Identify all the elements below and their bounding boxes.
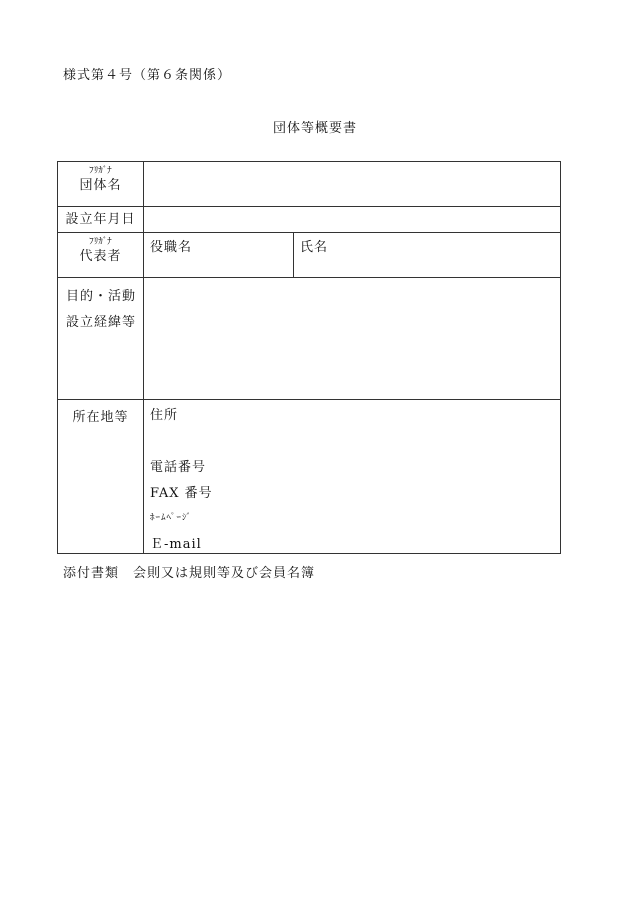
purpose-row xyxy=(58,278,561,400)
email-label: Ｅ-mail xyxy=(150,537,202,552)
attachment-note xyxy=(63,562,315,581)
representative-position-field[interactable] xyxy=(144,233,294,278)
location-row xyxy=(58,400,561,554)
founded-date-field[interactable] xyxy=(144,207,561,233)
attachment-label: 添付書類 xyxy=(63,566,120,581)
location-field[interactable] xyxy=(144,400,561,554)
representative-name-field[interactable] xyxy=(294,233,561,278)
organization-name-row xyxy=(58,162,561,207)
address-label: 住所 xyxy=(150,408,179,423)
representative-label-cell xyxy=(58,233,144,278)
document-title: 団体等概要書 xyxy=(272,121,357,136)
organization-summary-table xyxy=(57,161,561,554)
representative-name-label: 氏名 xyxy=(300,240,329,255)
history-label: 設立経緯等 xyxy=(66,315,137,330)
representative-row xyxy=(58,233,561,278)
organization-name-field[interactable] xyxy=(144,162,561,207)
fax-label: FAX 番号 xyxy=(150,486,213,501)
organization-name-label-cell xyxy=(58,162,144,207)
founded-date-label-cell xyxy=(58,207,144,233)
location-label-cell xyxy=(58,400,144,554)
representative-position-label: 役職名 xyxy=(150,240,193,255)
representative-furigana-label: ﾌﾘｶﾞﾅ xyxy=(89,237,112,247)
founded-date-label: 設立年月日 xyxy=(65,211,136,227)
founded-date-row xyxy=(58,207,561,233)
location-label: 所在地等 xyxy=(72,410,129,425)
purpose-label-cell xyxy=(58,278,144,400)
organization-name-label: 団体名 xyxy=(79,178,122,193)
homepage-label: ﾎｰﾑﾍﾟｰｼﾞ xyxy=(150,513,193,523)
form-reference: 様式第４号（第６条関係） xyxy=(63,68,232,83)
organization-furigana-label: ﾌﾘｶﾞﾅ xyxy=(89,166,112,176)
representative-label: 代表者 xyxy=(79,249,122,264)
phone-label: 電話番号 xyxy=(150,460,207,475)
attachment-text: 会則又は規則等及び会員名簿 xyxy=(133,566,316,581)
purpose-field[interactable] xyxy=(144,278,561,400)
purpose-label: 目的・活動 xyxy=(66,289,137,304)
